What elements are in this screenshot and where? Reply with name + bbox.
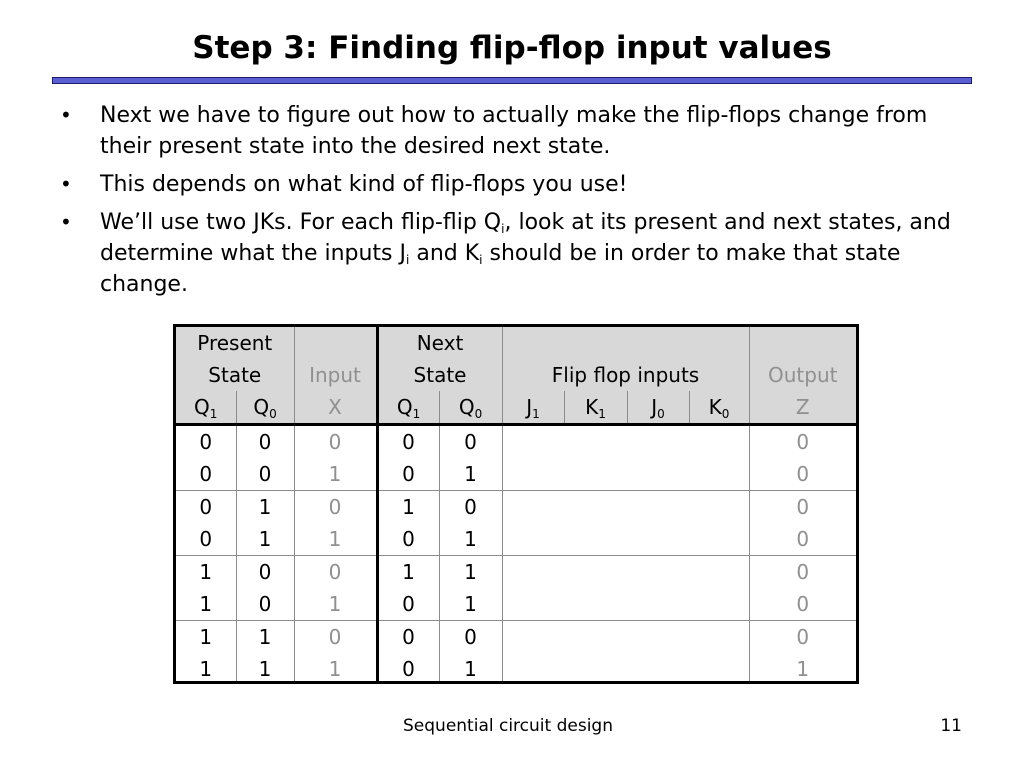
cell-present-q1: 0 xyxy=(176,491,236,524)
bullet-item-3 xyxy=(60,207,960,300)
cell-k0 xyxy=(689,458,749,491)
cell-next-q1: 0 xyxy=(377,458,439,491)
cell-next-q0: 0 xyxy=(439,425,502,459)
header-present-1: Present xyxy=(176,327,294,359)
header-next-q1: $Q_1$ xyxy=(377,391,439,425)
cell-next-q1: 0 xyxy=(377,653,439,684)
cell-output-z: 0 xyxy=(749,588,856,621)
cell-present-q0: 1 xyxy=(236,491,294,524)
bullet-list xyxy=(60,100,960,307)
cell-output-z: 0 xyxy=(796,430,810,454)
cell-j1 xyxy=(502,556,564,589)
header-output-z: Z xyxy=(749,391,856,425)
cell-k1 xyxy=(564,621,627,654)
cell-k0 xyxy=(689,588,749,621)
header-j1: $J_1$ xyxy=(502,391,564,425)
cell-next-q0: 1 xyxy=(439,523,502,556)
cell-output-z: 1 xyxy=(796,657,810,681)
cell-j1 xyxy=(502,523,564,556)
header-k1: $K_1$ xyxy=(564,391,627,425)
cell-j0 xyxy=(627,523,689,556)
cell-present-q0: 0 xyxy=(236,425,294,459)
bullet-icon: • xyxy=(60,172,72,196)
bullet-text: Next we have to figure out how to actually make the flip-flops change from their present state into the desired next state. xyxy=(100,103,928,159)
title-underline xyxy=(52,77,972,84)
cell-output-z: 0 xyxy=(796,495,810,519)
cell-present-q1: 1 xyxy=(176,556,236,589)
cell-k1 xyxy=(564,425,627,459)
cell-k1 xyxy=(564,491,627,524)
cell-present-q0: 0 xyxy=(236,556,294,589)
cell-next-q1: 0 xyxy=(377,588,439,621)
cell-input-x: 1 xyxy=(294,458,377,491)
cell-k0 xyxy=(689,523,749,556)
cell-next-q1: 0 xyxy=(377,425,439,459)
cell-j1 xyxy=(502,491,564,524)
header-next-q0: $Q_0$ xyxy=(439,391,502,425)
header-present-2: State xyxy=(176,359,294,391)
header-q0: $Q_0$ xyxy=(236,391,294,425)
table-row xyxy=(176,458,856,491)
cell-k0 xyxy=(689,491,749,524)
cell-output-z: 0 xyxy=(749,523,856,556)
table-body xyxy=(176,425,856,685)
bullet-item-2 xyxy=(60,169,960,200)
table-row xyxy=(176,556,856,589)
cell-k1 xyxy=(564,556,627,589)
cell-k0 xyxy=(689,425,749,459)
table-row xyxy=(176,588,856,621)
cell-input-x: 0 xyxy=(294,425,377,459)
cell-j0 xyxy=(627,588,689,621)
cell-input-x: 0 xyxy=(294,491,377,524)
cell-k0 xyxy=(689,653,749,684)
state-table xyxy=(173,324,859,684)
table-row xyxy=(176,425,856,459)
cell-k1 xyxy=(564,653,627,684)
cell-k1 xyxy=(564,588,627,621)
cell-present-q0: 1 xyxy=(236,621,294,654)
cell-j1 xyxy=(502,425,564,459)
bullet-icon: • xyxy=(60,210,72,234)
cell-k1 xyxy=(564,523,627,556)
cell-input-x: 1 xyxy=(294,523,377,556)
cell-next-q0: 1 xyxy=(439,458,502,491)
cell-j0 xyxy=(627,491,689,524)
table-row xyxy=(176,523,856,556)
cell-present-q0: 1 xyxy=(236,653,294,684)
cell-input-x: 1 xyxy=(294,588,377,621)
cell-j1 xyxy=(502,588,564,621)
cell-next-q0: 1 xyxy=(439,653,502,684)
cell-input-x: 0 xyxy=(294,621,377,654)
cell-present-q1: 0 xyxy=(176,523,236,556)
cell-next-q0: 1 xyxy=(439,556,502,589)
cell-output-z: 0 xyxy=(796,625,810,649)
cell-present-q1: 1 xyxy=(176,588,236,621)
cell-k1 xyxy=(564,458,627,491)
cell-next-q0: 1 xyxy=(439,588,502,621)
cell-present-q1: 0 xyxy=(176,458,236,491)
cell-next-q0: 0 xyxy=(439,491,502,524)
table-header xyxy=(176,327,856,425)
header-k0: $K_0$ xyxy=(689,391,749,425)
cell-next-q1: 1 xyxy=(377,491,439,524)
cell-output-z: 0 xyxy=(796,560,810,584)
cell-j1 xyxy=(502,458,564,491)
cell-input-x: 1 xyxy=(294,653,377,684)
cell-j0 xyxy=(627,653,689,684)
header-j0: $J_0$ xyxy=(627,391,689,425)
cell-next-q0: 0 xyxy=(439,621,502,654)
table-row xyxy=(176,621,856,654)
header-q1: $Q_1$ xyxy=(176,391,236,425)
cell-present-q1: 0 xyxy=(176,425,236,459)
bullet-text: This depends on what kind of flip-flops you use! xyxy=(100,172,628,197)
header-next-1: Next xyxy=(377,327,502,359)
header-next-2: State xyxy=(377,359,502,391)
cell-output-z: 0 xyxy=(749,458,856,491)
cell-j0 xyxy=(627,556,689,589)
cell-j0 xyxy=(627,458,689,491)
cell-present-q0: 0 xyxy=(236,458,294,491)
cell-k0 xyxy=(689,556,749,589)
cell-present-q0: 1 xyxy=(236,523,294,556)
bullet-icon: • xyxy=(60,103,72,127)
cell-k0 xyxy=(689,621,749,654)
header-input-x: X xyxy=(294,391,377,425)
slide-title: Step 3: Finding flip-flop input values xyxy=(192,30,832,66)
cell-next-q1: 0 xyxy=(377,523,439,556)
footer-title: Sequential circuit design xyxy=(403,716,613,736)
cell-j1 xyxy=(502,621,564,654)
cell-present-q0: 0 xyxy=(236,588,294,621)
cell-j1 xyxy=(502,653,564,684)
header-ff-inputs: Flip flop inputs xyxy=(502,359,749,391)
cell-j0 xyxy=(627,425,689,459)
table-row xyxy=(176,491,856,524)
cell-present-q1: 1 xyxy=(176,621,236,654)
page-number: 11 xyxy=(940,716,962,736)
cell-present-q1: 1 xyxy=(176,653,236,684)
cell-input-x: 0 xyxy=(294,556,377,589)
header-input-1: Input xyxy=(294,359,377,391)
cell-j0 xyxy=(627,621,689,654)
cell-next-q1: 1 xyxy=(377,556,439,589)
cell-next-q1: 0 xyxy=(377,621,439,654)
header-output-1: Output xyxy=(749,359,856,391)
bullet-text: We’ll use two JKs. For each flip-flip $Q_i$, look at its present and next states, and determine what the inputs $J_i$ and $K_i$ should be in order to make that state change. xyxy=(100,210,951,297)
bullet-item-1 xyxy=(60,100,960,162)
table-row xyxy=(176,653,856,684)
